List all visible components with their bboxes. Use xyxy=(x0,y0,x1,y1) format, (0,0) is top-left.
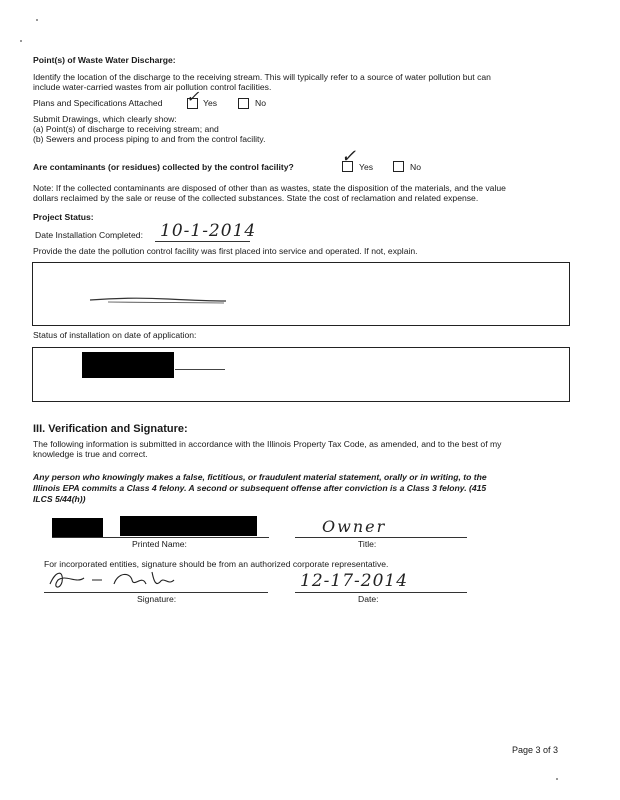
redaction-block xyxy=(82,352,174,378)
contaminants-yes-label: Yes xyxy=(359,162,374,172)
signature-stroke xyxy=(50,572,174,587)
contaminants-question: Are contaminants (or residues) collected by the control facility? xyxy=(33,162,294,172)
discharge-heading: Point(s) of Waste Water Discharge: xyxy=(33,55,176,65)
redaction-block xyxy=(52,518,103,538)
verification-heading: III. Verification and Signature: xyxy=(33,423,188,435)
submit-drawings-line3: (b) Sewers and process piping to and from the control facility. xyxy=(33,134,266,144)
felony-warning-line3: ILCS 5/44(h)) xyxy=(33,494,86,504)
verification-statement-line2: knowledge is true and correct. xyxy=(33,449,148,459)
contaminants-note-line1: Note: If the collected contaminants are disposed of other than as wastes, state the disposition of the materials, and the value xyxy=(33,183,506,193)
signature-date-label: Date: xyxy=(358,594,379,604)
service-date-prompt: Provide the date the pollution control facility was first placed into service and operated. If not, explain. xyxy=(33,246,418,256)
discharge-instruction-line2: include water-carried wastes from air pollution control facilities. xyxy=(33,82,272,92)
plans-no-label: No xyxy=(255,98,266,108)
plans-no-checkbox[interactable] xyxy=(238,98,249,109)
installation-date-label: Date Installation Completed: xyxy=(35,230,143,240)
page-number: Page 3 of 3 xyxy=(512,745,559,755)
plans-label: Plans and Specifications Attached xyxy=(33,98,163,108)
title-label: Title: xyxy=(358,539,377,549)
submit-drawings-line2: (a) Point(s) of discharge to receiving stream; and xyxy=(33,124,219,134)
title-line[interactable] xyxy=(295,537,467,538)
submit-drawings-line1: Submit Drawings, which clearly show: xyxy=(33,114,177,124)
scan-speck xyxy=(556,778,558,780)
signature-date-line[interactable] xyxy=(295,592,467,593)
status-scribble-line xyxy=(175,369,225,370)
contaminants-no-label: No xyxy=(410,162,421,172)
contaminants-yes-checkmark: ✓ xyxy=(341,146,357,167)
signature-label: Signature: xyxy=(137,594,177,604)
scan-speck xyxy=(20,40,22,42)
project-status-heading: Project Status: xyxy=(33,212,94,222)
service-explanation-scribble xyxy=(88,295,228,305)
installation-status-label: Status of installation on date of application: xyxy=(33,330,197,340)
scribble-stroke xyxy=(90,298,226,301)
installation-date-underline xyxy=(155,241,250,242)
contaminants-note-line2: dollars reclaimed by the sale or reuse of the collected substances. State the cost of reclamation and related expense. xyxy=(33,193,479,203)
installation-date-value[interactable]: 10-1-2014 xyxy=(160,221,257,241)
title-value[interactable]: Owner xyxy=(322,517,387,536)
felony-warning-line1: Any person who knowingly makes a false, fictitious, or fraudulent material statement, orally or in writing, to the xyxy=(33,472,487,482)
felony-warning-line2: Illinois EPA commits a Class 4 felony. A second or subsequent offense after conviction is a Class 3 felony. (415 xyxy=(33,483,487,493)
plans-yes-label: Yes xyxy=(203,98,218,108)
contaminants-no-checkbox[interactable] xyxy=(393,161,404,172)
signature-line[interactable] xyxy=(44,592,268,593)
verification-statement-line1: The following information is submitted in accordance with the Illinois Property Tax Code, as amended, and to the best of my xyxy=(33,439,502,449)
printed-name-line[interactable] xyxy=(52,537,269,538)
service-explanation-box[interactable] xyxy=(32,262,570,326)
plans-yes-checkmark: ✓ xyxy=(186,87,200,106)
signature-mark[interactable] xyxy=(42,566,202,594)
redaction-block xyxy=(120,516,257,536)
discharge-instruction-line1: Identify the location of the discharge to the receiving stream. This will typically refer to a source of water pollution but can xyxy=(33,72,491,82)
scribble-stroke xyxy=(108,302,224,303)
corporate-representative-note: For incorporated entities, signature should be from an authorized corporate representative. xyxy=(44,559,389,569)
scan-speck xyxy=(36,19,38,21)
printed-name-label: Printed Name: xyxy=(132,539,187,549)
signature-date-value[interactable]: 12-17-2014 xyxy=(300,571,409,591)
